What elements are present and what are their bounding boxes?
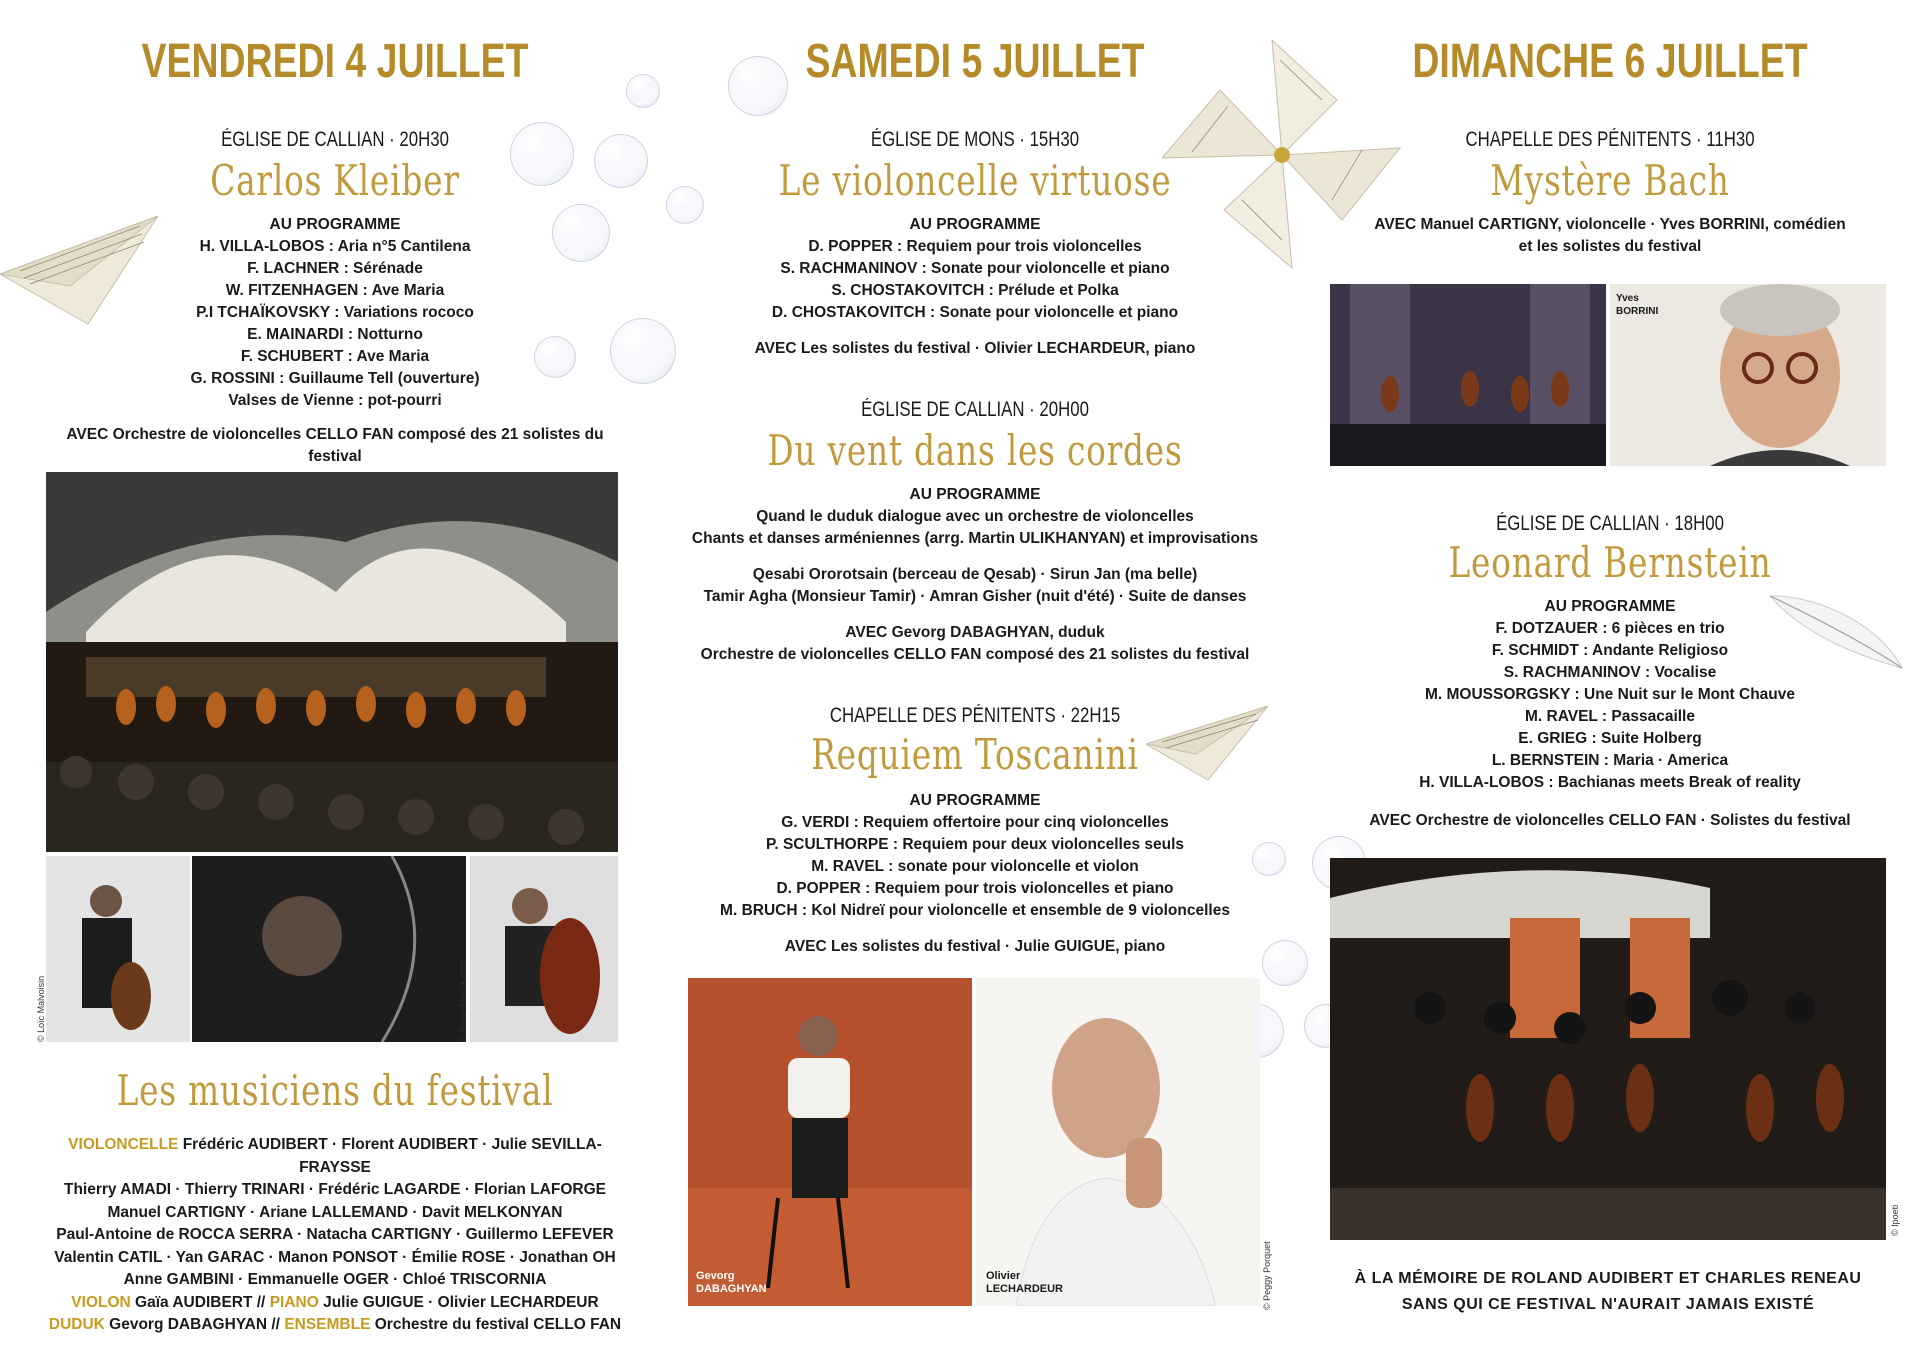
program-header: AU PROGRAMME (909, 792, 1041, 809)
performers: AVEC Orchestre de violoncelles CELLO FAN · Solistes du festival (1369, 812, 1851, 829)
program-item: F. DOTZAUER : 6 pièces en trio (1495, 620, 1725, 637)
program-item: F. SCHUBERT : Ave Maria (240, 348, 430, 365)
program-item: Tamir Agha (Monsieur Tamir) · Amran Gisher (nuit d'été) · Suite de danses (703, 588, 1247, 605)
program-header: AU PROGRAMME (269, 216, 401, 233)
instrument-label: PIANO (269, 1293, 319, 1311)
concert-title: Leonard Bernstein (1448, 538, 1772, 587)
program-item: G. ROSSINI : Guillaume Tell (ouverture) (190, 370, 480, 387)
photo-credit: © Ipoeti (1890, 1204, 1900, 1236)
program-item: E. MAINARDI : Notturno (247, 326, 423, 343)
performers: AVEC Orchestre de violoncelles CELLO FAN composé des 21 solistes du festival (66, 426, 604, 465)
program-list (680, 790, 1270, 922)
program-item: D. CHOSTAKOVITCH : Sonate pour violoncelle et piano (771, 304, 1179, 321)
chapel-concert-photo (1330, 284, 1606, 466)
program-item: Qesabi Ororotsain (berceau de Qesab) · Sirun Jan (ma belle) (752, 566, 1198, 583)
program-item: P.I TCHAÏKOVSKY : Variations rococo (196, 304, 474, 321)
cellist-closeup-photo (192, 856, 466, 1042)
program-header: AU PROGRAMME (909, 216, 1041, 233)
memorial-dedication (1330, 1266, 1886, 1318)
concert-title: Le violoncelle virtuose (778, 156, 1172, 205)
program-item: Chants et danses arméniennes (arrg. Martin ULIKHANYAN) et improvisations (691, 530, 1259, 547)
concert-title: Du vent dans les cordes (767, 426, 1183, 475)
program-list (1330, 596, 1890, 794)
program-item: Valses de Vienne : pot-pourri (228, 392, 442, 409)
instrument-label: ENSEMBLE (284, 1316, 371, 1333)
orchestra-photo (46, 472, 618, 852)
caption-first-name: Olivier (986, 1270, 1021, 1282)
program-item: F. SCHMIDT : Andante Religioso (1491, 642, 1729, 659)
yves-borrini-photo (1610, 284, 1886, 466)
performers: Orchestre de violoncelles CELLO FAN composé des 21 solistes du festival (700, 646, 1250, 663)
performers: AVEC Les solistes du festival · Julie GUIGUE, piano (784, 938, 1166, 955)
program-item: M. BRUCH : Kol Nidreï pour violoncelle et ensemble de 9 violoncelles (720, 902, 1230, 919)
program-item: M. RAVEL : Passacaille (1524, 708, 1695, 725)
musician-names: Manuel CARTIGNY · Ariane LALLEMAND · Davit MELKONYAN (107, 1203, 563, 1221)
musicians-list (40, 1134, 630, 1337)
concert-title: Mystère Bach (1490, 156, 1730, 205)
musician-names: Valentin CATIL · Yan GARAC · Manon PONSOT · Émilie ROSE · Jonathan OH (54, 1248, 616, 1266)
performers: AVEC Les solistes du festival · Olivier LECHARDEUR, piano (754, 340, 1196, 357)
program-list (680, 484, 1270, 666)
musician-names: Thierry AMADI · Thierry TRINARI · Frédéric LAGARDE · Florian LAFORGE (64, 1181, 606, 1198)
caption-last-name: BORRINI (1616, 306, 1659, 317)
program-item: G. VERDI : Requiem offertoire pour cinq violoncelles (781, 814, 1169, 831)
musician-names: Julie GUIGUE · Olivier LECHARDEUR (323, 1293, 599, 1311)
program-item: S. CHOSTAKOVITCH : Prélude et Polka (831, 282, 1119, 299)
program-item: S. RACHMANINOV : Sonate pour violoncelle et piano (780, 260, 1170, 277)
musicians-title: Les musiciens du festival (116, 1066, 554, 1115)
concert-venue: ÉGLISE DE CALLIAN · 20H30 (221, 128, 449, 151)
olivier-lechardeur-photo (976, 978, 1260, 1306)
program-item: M. MOUSSORGSKY : Une Nuit sur le Mont Chauve (1424, 686, 1796, 703)
bubble-decoration (594, 134, 648, 188)
caption-last-name: LECHARDEUR (986, 1283, 1063, 1295)
program-item: E. GRIEG : Suite Holberg (1518, 730, 1702, 747)
day-heading: VENDREDI 4 JUILLET (141, 35, 529, 88)
concert-venue: ÉGLISE DE CALLIAN · 20H00 (861, 398, 1089, 421)
program-item: H. VILLA-LOBOS : Aria n°5 Cantilena (199, 238, 471, 255)
program-item: H. VILLA-LOBOS : Bachianas meets Break of reality (1419, 774, 1801, 791)
program-item: M. RAVEL : sonate pour violoncelle et violon (811, 858, 1139, 875)
concert-venue: ÉGLISE DE CALLIAN · 18H00 (1496, 512, 1724, 535)
program-item: Quand le duduk dialogue avec un orchestre de violoncelles (756, 508, 1194, 525)
day-heading: DIMANCHE 6 JUILLET (1412, 35, 1808, 88)
caption-first-name: Gevorg (696, 1270, 735, 1282)
musician-names: Orchestre du festival CELLO FAN (374, 1316, 622, 1333)
program-item: L. BERNSTEIN : Maria · America (1491, 752, 1729, 769)
photo-caption (986, 1270, 1063, 1296)
instrument-label: VIOLONCELLE (68, 1136, 179, 1153)
concert-venue: ÉGLISE DE MONS · 15H30 (870, 128, 1080, 151)
program-item: D. POPPER : Requiem pour trois violoncelles (808, 238, 1142, 255)
bubble-decoration (626, 74, 660, 108)
instrument-label: VIOLON (71, 1293, 131, 1311)
performers-line: AVEC Manuel CARTIGNY, violoncelle · Yves BORRINI, comédien (1374, 216, 1846, 233)
program-item: W. FITZENHAGEN : Ave Maria (225, 282, 445, 299)
program-item: S. RACHMANINOV : Vocalise (1503, 664, 1717, 681)
orchestra-night-photo (1330, 858, 1886, 1240)
program-list (40, 214, 630, 412)
musician-names: Frédéric AUDIBERT · Florent AUDIBERT · Julie SEVILLA-FRAYSSE (182, 1136, 602, 1176)
musician-names: Gaïa AUDIBERT // (135, 1293, 266, 1311)
caption-last-name: DABAGHYAN (696, 1283, 767, 1295)
program-header: AU PROGRAMME (1544, 598, 1676, 615)
concert-title: Carlos Kleiber (210, 156, 460, 205)
program-list (680, 214, 1270, 324)
program-item: D. POPPER : Requiem pour trois violoncelles et piano (776, 880, 1174, 897)
program-header: AU PROGRAMME (909, 486, 1041, 503)
performers (1330, 214, 1890, 258)
photo-credit: © Rossi-Franck.com (458, 960, 468, 1042)
gevorg-dabaghyan-photo (688, 978, 972, 1306)
program-item: P. SCULTHORPE : Requiem pour deux violoncelles seuls (765, 836, 1185, 853)
day-heading: SAMEDI 5 JUILLET (805, 35, 1145, 88)
musician-names: Gevorg DABAGHYAN // (109, 1316, 280, 1333)
cellist-portrait-photo (470, 856, 618, 1042)
cellist-photo (46, 856, 190, 1042)
concert-title: Requiem Toscanini (811, 730, 1139, 779)
photo-caption (1616, 292, 1658, 318)
memorial-line: À LA MÉMOIRE DE ROLAND AUDIBERT ET CHARLES RENEAU (1354, 1270, 1862, 1287)
program-item: F. LACHNER : Sérénade (247, 260, 423, 277)
memorial-line: SANS QUI CE FESTIVAL N'AURAIT JAMAIS EXISTÉ (1401, 1296, 1815, 1313)
photo-credit: © Peggy Porquet (1262, 1241, 1272, 1310)
musician-names: Paul-Antoine de ROCCA SERRA · Natacha CARTIGNY · Guillermo LEFEVER (56, 1226, 614, 1243)
caption-first-name: Yves (1616, 293, 1639, 304)
performers: AVEC Gevorg DABAGHYAN, duduk (845, 624, 1105, 641)
photo-credit: © Loïc Malvoisin (36, 975, 46, 1042)
photo-caption (696, 1270, 767, 1296)
instrument-label: DUDUK (48, 1316, 105, 1333)
concert-venue: CHAPELLE DES PÉNITENTS · 11H30 (1465, 128, 1755, 151)
musician-names: Anne GAMBINI · Emmanuelle OGER · Chloé TRISCORNIA (123, 1271, 547, 1288)
performers-line: et les solistes du festival (1518, 238, 1702, 255)
concert-venue: CHAPELLE DES PÉNITENTS · 22H15 (829, 704, 1121, 727)
